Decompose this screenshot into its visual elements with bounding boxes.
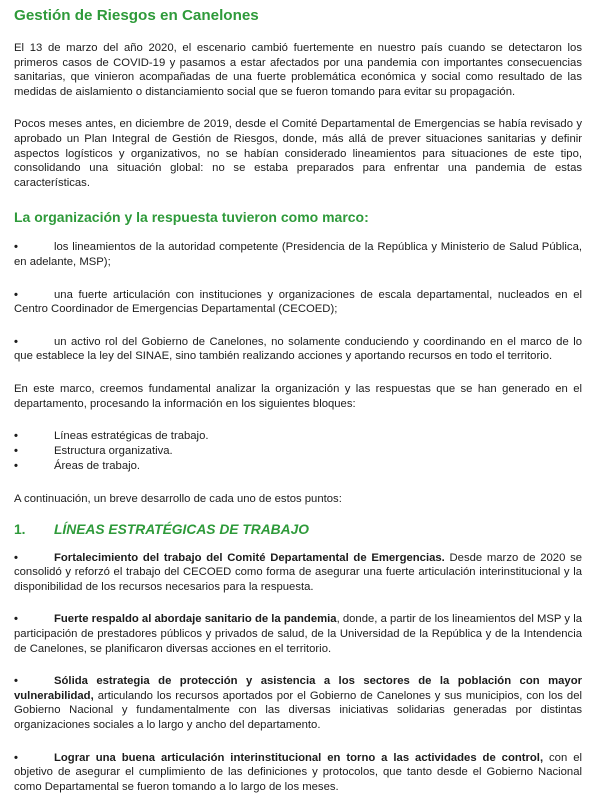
marco-item-text: los lineamientos de la autoridad competente (Presidencia de la República y Ministerio de Salud Pública, en adelante, MSP);: [14, 241, 582, 268]
continuation-paragraph: A continuación, un breve desarrollo de cada uno de estos puntos:: [14, 493, 342, 506]
bullet-icon: •: [14, 288, 18, 301]
marco-item: [14, 240, 582, 269]
linea-text: con el objetivo de asegurar el cumplimiento de las definiciones y protocolos, que tanto desde el Gobierno Nacional como Departamental se fueron tomando a lo largo de los meses.: [14, 751, 582, 793]
intro-paragraph: El 13 de marzo del año 2020, el escenario cambió fuertemente en nuestro país cuando se detectaron los primeros casos de COVID-19 y pasamos a estar afectados por una pandemia con importantes consecuencias sanitarias, que vinieron acompañadas de una fuerte problemática económica y social como resultado de las medidas de aislamiento o distanciamiento social que se fueron tomando para evitar su propagación.: [14, 42, 582, 98]
heading-number: 1.: [14, 521, 26, 537]
bullet-icon: •: [14, 551, 18, 564]
linea-bold: Lograr una buena articulación interinstitucional en torno a las actividades de control,: [54, 751, 544, 764]
list-item: [14, 459, 582, 474]
marco-item: [14, 335, 582, 364]
bullet-icon: •: [14, 335, 18, 348]
linea-text: , donde, a partir de los lineamientos del MSP y la participación de prestadores públicos y privados de salud, de la Universidad de la República y de la Intendencia de Canelones, se planificaron diversas acciones en el territorio.: [14, 613, 582, 655]
marco-item-text: una fuerte articulación con instituciones y organizaciones de escala departamental, nucleados en el Centro Coordinador de Emergencias Departamental (CECOED);: [14, 288, 582, 316]
list-item: [14, 429, 582, 444]
bullet-icon: •: [14, 613, 18, 626]
linea-text: articulando los recursos aportados por el Gobierno de Canelones y sus municipios, con los del Gobierno Nacional y fundamentalmente con las diversas iniciativas solidarias generadas por distintas organizaciones sociales a lo largo y ancho del departamento.: [14, 689, 582, 732]
bullet-icon: •: [14, 751, 18, 764]
heading-text: LÍNEAS ESTRATÉGICAS DE TRABAJO: [54, 521, 310, 537]
linea-bold: Sólida estrategia de protección y asistencia a los sectores de la población con mayor vulnerabilidad,: [14, 675, 582, 702]
linea-text: Desde marzo de 2020 se consolidó y reforzó el trabajo del CECOED como forma de asegurar una fuerte articulación interinstitucional y la disponibilidad de los recursos necesarios para la respuesta.: [14, 551, 582, 593]
linea-bold: Fuerte respaldo al abordaje sanitario de la pandemia: [54, 613, 337, 626]
linea-item: [14, 551, 582, 595]
linea-item: [14, 674, 582, 732]
linea-bold: Fortalecimiento del trabajo del Comité Departamental de Emergencias.: [54, 551, 445, 564]
list-item: [14, 444, 582, 459]
linea-item: [14, 612, 582, 656]
bloques-list: [14, 429, 582, 474]
marco-item: [14, 288, 582, 317]
bullet-icon: •: [14, 430, 18, 443]
bullet-icon: •: [14, 675, 18, 688]
page-title: Gestión de Riesgos en Canelones: [14, 7, 259, 24]
section-heading: La organización y la respuesta tuvieron como marco:: [14, 209, 369, 226]
numbered-heading: [14, 521, 582, 539]
linea-item: [14, 751, 582, 794]
list-item-text: Líneas estratégicas de trabajo.: [54, 430, 209, 443]
list-item-text: Estructura organizativa.: [54, 445, 173, 458]
marco-paragraph: En este marco, creemos fundamental analizar la organización y las respuestas que se han generado en el departamento, procesando la información en los siguientes bloques:: [14, 382, 582, 410]
bullet-icon: •: [14, 460, 18, 473]
marco-item-text: un activo rol del Gobierno de Canelones, no solamente conduciendo y coordinando en el marco de lo que establece la ley del SINAE, sino también realizando acciones y aportando recursos en todo el territorio.: [14, 335, 582, 363]
document-page: [14, 6, 582, 794]
list-item-text: Áreas de trabajo.: [54, 460, 141, 473]
bullet-icon: •: [14, 445, 18, 458]
intro-paragraph: Pocos meses antes, en diciembre de 2019, desde el Comité Departamental de Emergencias se había revisado y aprobado un Plan Integral de Gestión de Riesgos, donde, más allá de prever situaciones sanitarias y definir aspectos logísticos y organizativos, no se habían considerado lineamientos para situaciones de este tipo, consolidando una situación global: no se estaba preparados para enfrentar una pandemia de estas características.: [14, 118, 582, 189]
bullet-icon: •: [14, 241, 18, 254]
